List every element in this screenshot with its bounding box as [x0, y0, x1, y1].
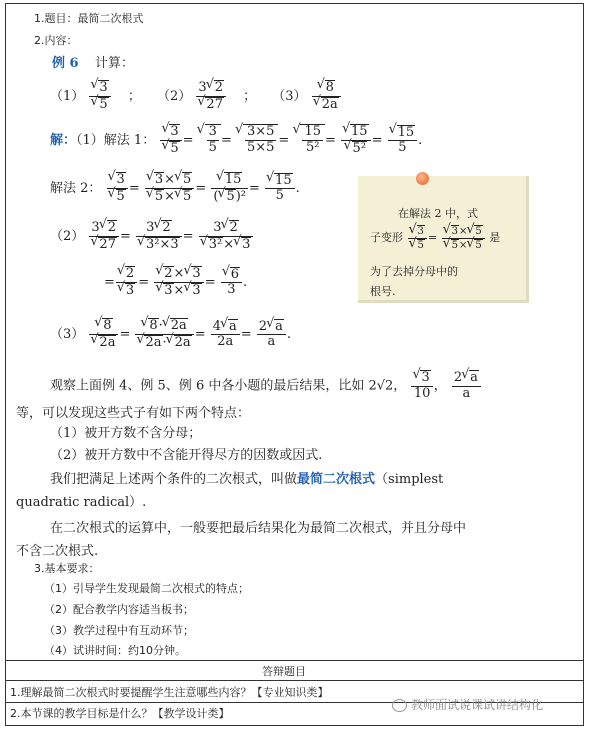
- observation-line-1: 观察上面例 4、例 5、例 6 中各小题的最后结果，比如 2√2， √ $\frac{3}{10}$ ， $\frac{2√ a}{a}$: [50, 370, 482, 402]
- definition-english: （simplest: [375, 472, 444, 487]
- requirement-item: （3）教学过程中有互动环节；: [44, 624, 194, 637]
- problem-2-label: （2）: [157, 88, 192, 104]
- observation-text: 观察上面例 4、例 5、例 6 中各小题的最后结果，比如 2√2，: [50, 378, 407, 394]
- point-2: （2）被开方数中不含能开得尽方的因数或因式.: [50, 448, 323, 463]
- solution-method-2: 解法 2： √ 3 √ 5 = √ 3×√ 5 √ 5×√ 5 = √ $\frac{15}{\text{(√ 5)²}}$ = √ $\frac{15}{5}$ .: [50, 172, 300, 205]
- wechat-icon: [392, 699, 407, 712]
- separator: ；: [127, 88, 141, 104]
- table-divider: [6, 660, 583, 661]
- method-2-label: 解法 2：: [50, 180, 102, 196]
- point-1: （1）被开方数不含分母；: [50, 426, 202, 441]
- note-line-1: 在解法 2 中，式: [398, 207, 478, 220]
- note-line-4: 根号.: [370, 285, 396, 298]
- problem-1-expr: √ 3 √ 5: [89, 80, 110, 113]
- part-3-label: （3）: [50, 326, 85, 342]
- observation-line-2: 等，可以发现这些式子有如下两个特点：: [16, 406, 251, 421]
- problem-3-label: （3）: [272, 88, 307, 104]
- problem-2-expr: 3√ 2 √ 27: [196, 80, 226, 113]
- topic-label: 1.题目：最简二次根式: [34, 12, 144, 25]
- operation-line-2: 不含二次根式.: [16, 544, 99, 559]
- requirement-item: （1）引导学生发现最简二次根式的特点；: [44, 582, 249, 595]
- solution-label: 解：: [50, 132, 77, 148]
- note-line-2: 子变形 √ 3 √ 5 = √ 3×√ 5 √ 5×√ 5 是: [370, 225, 500, 251]
- definition-text: 我们把满足上述两个条件的二次根式，叫做: [50, 472, 298, 487]
- solution-method-1: 解：（1）解法 1： √ 3 √ 5 = √ $\frac{3}{5}$ = √ $\frac{3\times 5}{5\times 5}$ = √ $\frac{15}{\text{5²}}$ = √ 15 √ 5² = √ $\frac{15}{5}$ .: [50, 124, 422, 157]
- solution-part-3: （3） √ 8 √ 2a = √ 8·√ 2a √ 2a·√ 2a = $\frac{4√ a}{2a}$ = $\frac{2√ a}{a}$ .: [50, 318, 291, 351]
- method-1-label: （1）解法 1：: [76, 132, 156, 148]
- qa-question-2: 2.本节课的教学目标是什么？【教学设计类】: [10, 707, 230, 720]
- requirement-item: （2）配合教学内容适当板书；: [44, 603, 194, 616]
- example-title: 例 6: [52, 56, 79, 71]
- definition-term: 最简二次根式: [297, 472, 376, 487]
- note-text: 子变形: [370, 231, 403, 244]
- problem-1-label: （1）: [50, 88, 85, 104]
- example-instruction: 计算：: [95, 56, 135, 71]
- problem-3-expr: √ 8 √ 2a: [312, 80, 341, 113]
- operation-line-1: 在二次根式的运算中，一般要把最后结果化为最简二次根式，并且分母中: [50, 521, 467, 536]
- definition-line: [50, 468, 443, 487]
- requirements-label: 3.基本要求：: [34, 562, 100, 575]
- watermark-text: 教师面试说课试讲结构化: [411, 698, 544, 712]
- table-divider: [6, 680, 583, 681]
- note-text: 是: [489, 231, 501, 244]
- example-problems: [50, 80, 342, 113]
- qa-question-1: 1.理解最简二次根式时要提醒学生注意哪些内容？【专业知识类】: [10, 686, 329, 699]
- solution-part-2-cont: = √ 2 √ 3 = √ 2×√ 3 √ 3×√ 3 = √ $\frac{6}{3}$ .: [104, 266, 247, 299]
- qa-header: 答辩题目: [262, 665, 306, 678]
- requirement-item: （4）试讲时间：约10分钟。: [44, 644, 186, 657]
- watermark: [392, 696, 543, 713]
- solution-part-2: （2） 3√ 2 √ 27 = 3√ 2 √ 3²×3 = 3√ 2 √ 3²×√ 3: [50, 220, 254, 253]
- pushpin-icon: [416, 172, 429, 185]
- definition-line-2: quadratic radical）.: [16, 495, 147, 510]
- part-2-label: （2）: [50, 228, 85, 244]
- note-line-3: 为了去掉分母中的: [370, 265, 458, 278]
- separator: ；: [243, 88, 257, 104]
- content-label: 2.内容：: [34, 34, 78, 47]
